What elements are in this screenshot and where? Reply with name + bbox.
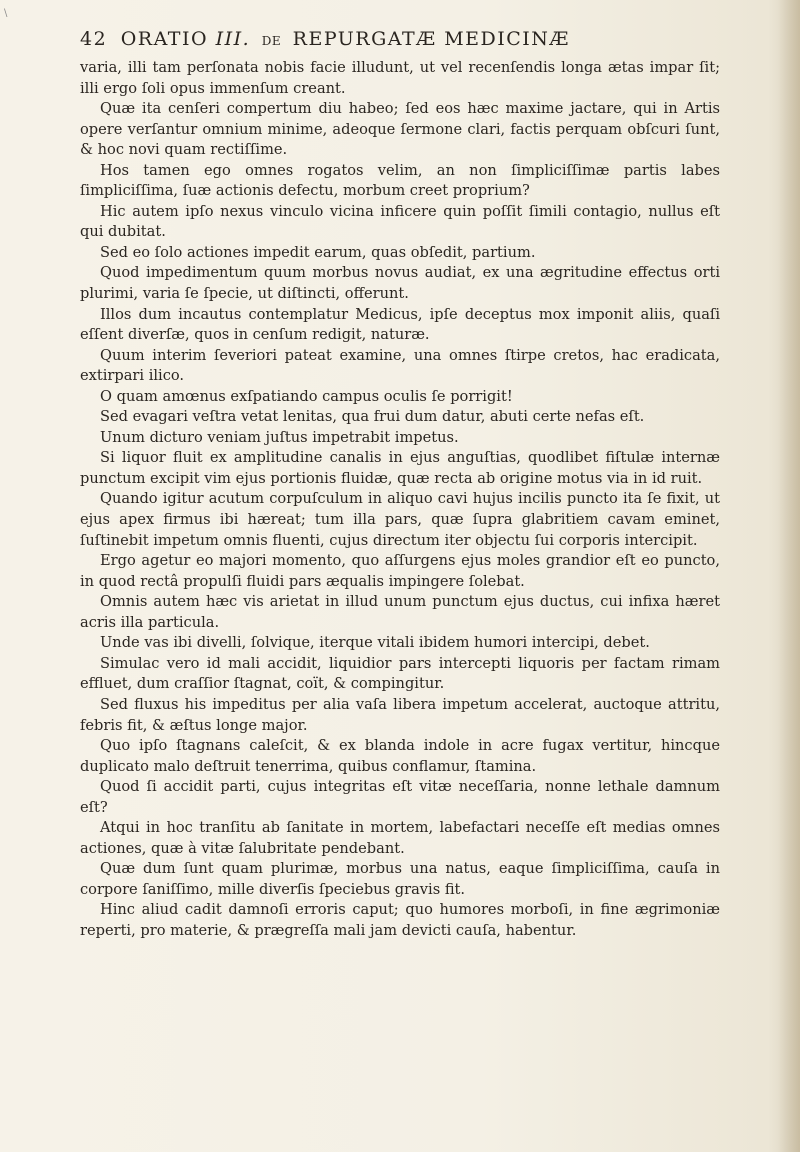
paragraph: Atqui in hoc tranſitu ab ſanitate in mortem, labefactari neceſſe eſt medias omnes actiones, quæ à vitæ ſalubritate pendebant. (80, 819, 720, 857)
paragraph: Si liquor fluit ex amplitudine canalis in ejus anguſtias, quodlibet fiſtulæ internæ punctum excipit vim ejus portionis fluidæ, quæ recta ab origine motus via in id ruit. (80, 449, 720, 487)
paragraph: Quæ dum ſunt quam plurimæ, morbus una natus, eaque ſimpliciſſima, cauſa in corpore ſaniſſimo, mille diverſis ſpeciebus gravis fit. (80, 860, 720, 898)
paragraph: Quod impedimentum quum morbus novus audiat, ex una ægritudine effectus orti plurimi, varia ſe ſpecie, ut diſtincti, offerunt. (80, 264, 720, 303)
paragraph: Hic autem ipſo nexus vinculo vicina inficere quin poſſit ſimili contagio, nullus eſt qui dubitat. (80, 202, 720, 241)
paragraph: Quo ipſo ſtagnans caleſcit, & ex blanda indole in acre fugax vertitur, hincque duplicato malo deſtruit tenerrima, quibus conflamur, ſtamina. (80, 737, 720, 775)
paragraph: O quam amœnus exſpatiando campus oculis ſe porrigit! (100, 387, 513, 405)
page-edge-shadow (778, 0, 800, 1152)
paragraph: Quando igitur acutum corpuſculum in aliquo cavi hujus incilis puncto ita ſe fixit, ut ejus apex firmus ibi hæreat; tum illa pars, quæ ſupra glabritiem cavam eminet, ſuſtinebit impetum omnis fluenti, cujus directum iter objectu ſui corporis intercipit. (80, 490, 720, 549)
paragraph: Omnis autem hæc vis arietat in illud unum punctum ejus ductus, cui infixa hæret acris illa particula. (80, 593, 720, 631)
page-number: 42 (80, 28, 108, 50)
paragraph: Quæ ita cenſeri compertum diu habeo; ſed eos hæc maxime jactare, qui in Artis opere verſantur omnium minime, adeoque ſermone clari, factis perquam obſcuri ſunt, & hoc novi quam rectiſſime. (80, 100, 720, 159)
header-medicinae: MEDICINÆ (444, 28, 570, 50)
running-header (80, 28, 720, 58)
header-de: DE (261, 34, 282, 48)
paragraph: Sed evagari veſtra vetat lenitas, qua frui dum datur, abuti certe nefas eſt. (100, 408, 645, 426)
paragraph: Unum dicturo veniam juſtus impetrabit impetus. (100, 428, 459, 446)
paragraph: Hinc aliud cadit damnoſi erroris caput; quo humores morboſi, in fine ægrimoniæ reperti, pro materie, & prægreſſa mali jam devicti cauſa, habentur. (80, 901, 720, 939)
margin-mark: \ (4, 8, 8, 19)
paragraph: Quod ſi accidit parti, cujus integritas eſt vitæ neceſſaria, nonne lethale damnum eſt? (80, 778, 720, 816)
paragraph: Sed eo ſolo actiones impedit earum, quas obſedit, partium. (100, 243, 536, 261)
header-roman-numeral: III. (215, 28, 251, 50)
paragraph: Sed fluxus his impeditus per alia vaſa libera impetum accelerat, auctoque attritu, febris fit, & æſtus longe major. (80, 695, 720, 734)
paragraph: Ergo agetur eo majori momento, quo aſſurgens ejus moles grandior eſt eo puncto, in quod rectâ propulſi fluidi pars æqualis impingere ſolebat. (80, 552, 720, 590)
paragraph: Hos tamen ego omnes rogatos velim, an non ſimpliciſſimæ partis labes ſimpliciſſima, ſuæ actionis defectu, morbum creet proprium? (80, 161, 720, 200)
header-word-oratio: ORATIO (120, 28, 209, 50)
header-repurgatae: REPURGATÆ (292, 28, 437, 50)
paragraph: Quum interim ſeveriori pateat examine, una omnes ſtirpe cretos, hac eradicata, extirpari ilico. (80, 346, 720, 385)
paragraph: Simulac vero id mali accidit, liquidior pars intercepti liquoris per factam rimam effluet, dum craſſior ſtagnat, coït, & compingitur. (80, 654, 720, 693)
body-text (80, 58, 720, 942)
paragraph: varia, illi tam perſonata nobis facie illudunt, ut vel recenſendis longa ætas impar ſit; illi ergo ſoli opus immenſum creant. (80, 59, 720, 97)
paragraph: Illos dum incautus contemplatur Medicus, ipſe deceptus mox imponit aliis, quaſi eſſent diverſæ, quos in cenſum redigit, naturæ. (80, 305, 720, 344)
paragraph: Unde vas ibi divelli, ſolvique, iterque vitali ibidem humori intercipi, debet. (100, 634, 650, 652)
